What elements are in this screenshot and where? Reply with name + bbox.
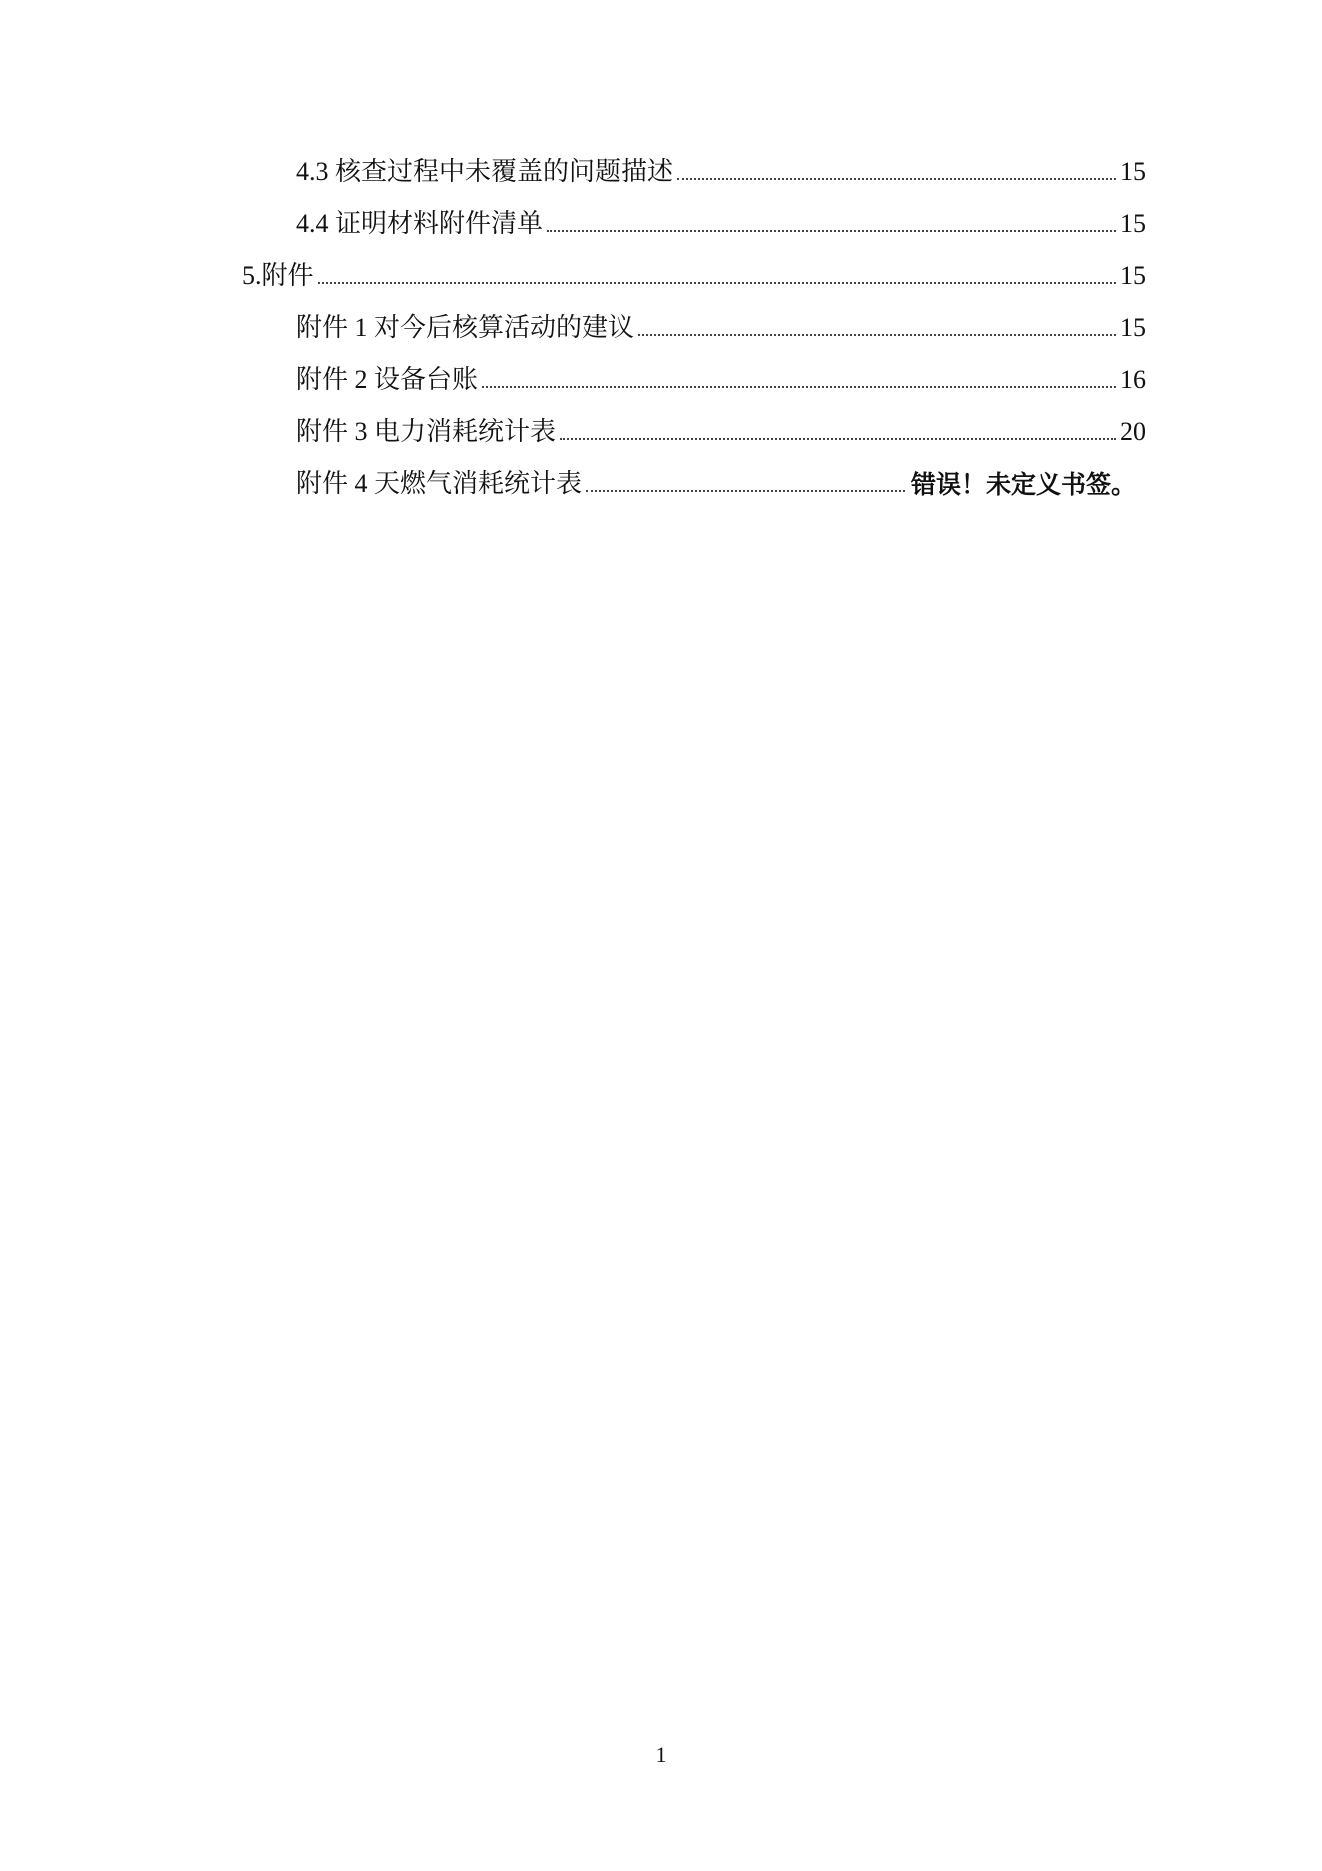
toc-entry-label: 附件 2 设备台账 xyxy=(296,365,479,394)
toc-entry-appendix-2[interactable] xyxy=(296,353,1146,393)
toc-entry-appendix-4[interactable] xyxy=(296,457,1136,497)
toc-entry-label: 附件 3 电力消耗统计表 xyxy=(296,417,557,446)
toc-dot-leader xyxy=(547,230,1116,232)
toc-dot-leader xyxy=(586,490,905,492)
toc-bookmark-error: 错误！未定义书签。 xyxy=(910,470,1136,499)
toc-entry-appendix-1[interactable] xyxy=(296,301,1146,341)
toc-entry-label: 4.4 证明材料附件清单 xyxy=(296,209,544,238)
toc-dot-leader xyxy=(560,438,1116,440)
toc-entry-label: 附件 1 对今后核算活动的建议 xyxy=(296,313,635,342)
toc-dot-leader xyxy=(638,334,1116,336)
page-number: 1 xyxy=(655,1742,667,1767)
toc-entry-page: 16 xyxy=(1120,365,1146,394)
toc-entry-page: 15 xyxy=(1120,157,1146,186)
toc-dot-leader xyxy=(482,386,1116,388)
toc-dot-leader xyxy=(318,282,1116,284)
toc-entry-page: 20 xyxy=(1120,417,1146,446)
toc-entry-label: 4.3 核查过程中未覆盖的问题描述 xyxy=(296,157,674,186)
toc-dot-leader xyxy=(677,178,1116,180)
toc-entry-page: 15 xyxy=(1120,209,1146,238)
toc-entry-label: 附件 4 天燃气消耗统计表 xyxy=(296,469,583,498)
toc-entry-4-3[interactable] xyxy=(296,145,1146,185)
toc-entry-page: 15 xyxy=(1120,313,1146,342)
toc-entry-label: 5.附件 xyxy=(242,261,314,290)
toc-entry-page: 15 xyxy=(1120,261,1146,290)
toc-entry-4-4[interactable] xyxy=(296,197,1146,237)
toc-entry-appendix-3[interactable] xyxy=(296,405,1146,445)
toc-entry-5[interactable] xyxy=(242,249,1146,289)
